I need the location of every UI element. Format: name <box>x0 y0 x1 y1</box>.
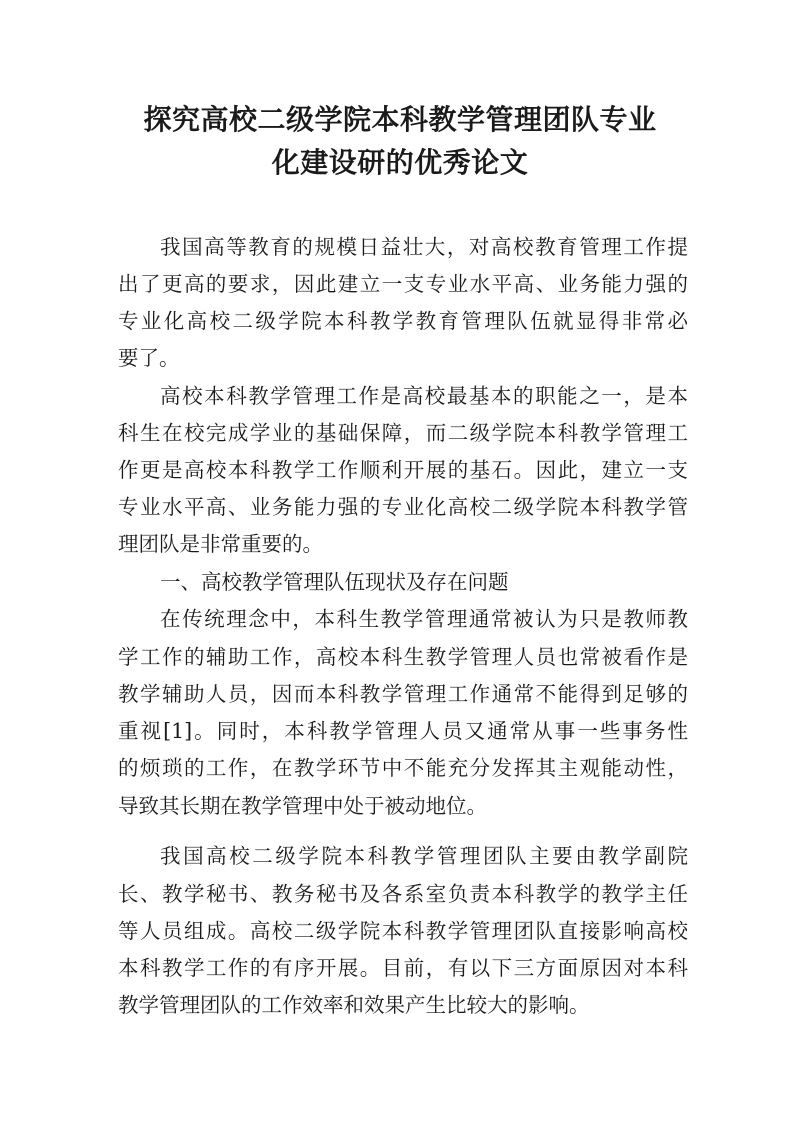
paragraph-3-line-2: 学工作的辅助工作，高校本科生教学管理人员也常被看作是 <box>118 645 688 669</box>
document-title-line-2: 化建设研的优秀论文 <box>271 146 529 179</box>
paragraph-4-line-3: 等人员组成。高校二级学院本科教学管理团队直接影响高校 <box>118 919 688 943</box>
document-title-line-1: 探究高校二级学院本科教学管理团队专业 <box>143 103 657 136</box>
paragraph-1-line-1: 我国高等教育的规模日益壮大，对高校教育管理工作提 <box>160 235 688 259</box>
paragraph-4-line-1: 我国高校二级学院本科教学管理团队主要由教学副院 <box>160 844 688 868</box>
paragraph-2-line-1: 高校本科教学管理工作是高校最基本的职能之一，是本 <box>160 384 688 408</box>
paragraph-4-line-5: 教学管理团队的工作效率和效果产生比较大的影响。 <box>118 993 590 1017</box>
paragraph-1-line-2: 出了更高的要求，因此建立一支专业水平高、业务能力强的 <box>118 272 688 296</box>
paragraph-1-line-3: 专业化高校二级学院本科教学教育管理队伍就显得非常必 <box>118 309 688 333</box>
paragraph-3-line-3: 教学辅助人员，因而本科教学管理工作通常不能得到足够的 <box>118 682 688 706</box>
paragraph-2-line-4: 专业水平高、业务能力强的专业化高校二级学院本科教学管 <box>118 495 688 519</box>
paragraph-3-line-1: 在传统理念中，本科生教学管理通常被认为只是教师教 <box>160 607 688 631</box>
paragraph-2-line-5: 理团队是非常重要的。 <box>118 532 323 556</box>
paragraph-3-line-5: 的烦琐的工作，在教学环节中不能充分发挥其主观能动性， <box>118 756 688 780</box>
paragraph-2-line-3: 作更是高校本科教学工作顺利开展的基石。因此，建立一支 <box>118 458 688 482</box>
paragraph-3-line-4: 重视[1]。同时，本科教学管理人员又通常从事一些事务性 <box>118 719 688 743</box>
paragraph-4-line-2: 长、教学秘书、教务秘书及各系室负责本科教学的教学主任 <box>118 882 688 906</box>
paragraph-2-line-2: 科生在校完成学业的基础保障，而二级学院本科教学管理工 <box>118 421 688 445</box>
paragraph-4-line-4: 本科教学工作的有序开展。目前，有以下三方面原因对本科 <box>118 956 688 980</box>
paragraph-3-line-6: 导致其长期在教学管理中处于被动地位。 <box>118 794 487 818</box>
paragraph-1-line-4: 要了。 <box>118 346 180 370</box>
section-heading-1: 一、高校教学管理队伍现状及存在问题 <box>160 570 509 594</box>
